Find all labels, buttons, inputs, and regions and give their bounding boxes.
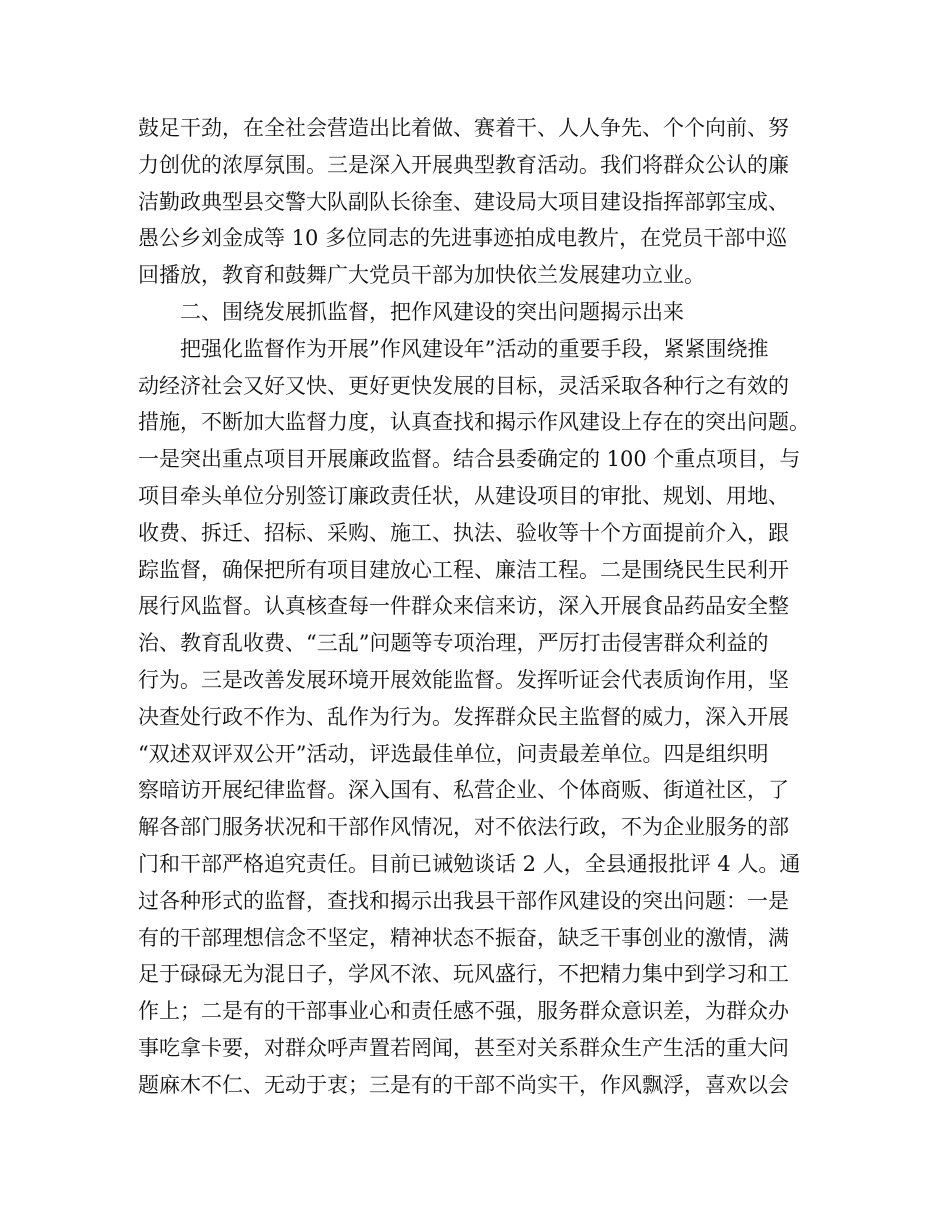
text-line: 题麻木不仁、无动于衷；三是有的干部不尚实干，作风飘浮，喜欢以会 <box>138 1072 789 1097</box>
text-line: 洁勤政典型县交警大队副队长徐奎、建设局大项目建设指挥部郭宝成、 <box>138 189 789 214</box>
text-line: 解各部门服务状况和干部作风情况，对不依法行政，不为企业服务的部 <box>138 815 789 840</box>
text-line: 作上；二是有的干部事业心和责任感不强，服务群众意识差，为群众办 <box>138 999 789 1024</box>
text-line: 动经济社会又好又快、更好更快发展的目标，灵活采取各种行之有效的 <box>138 373 789 398</box>
text-line: 一是突出重点项目开展廉政监督。结合县委确定的 100 个重点项目，与 <box>138 447 801 472</box>
text-line: 回播放，教育和鼓舞广大党员干部为加快依兰发展建功立业。 <box>138 263 705 288</box>
text-line: 决查处行政不作为、乱作为行为。发挥群众民主监督的威力，深入开展 <box>138 704 789 729</box>
text-line: 措施，不断加大监督力度，认真查找和揭示作风建设上存在的突出问题。 <box>138 410 810 435</box>
paragraph-first-line: 把强化监督作为开展”作风建设年”活动的重要手段，紧紧围绕推 <box>180 336 769 361</box>
text-line: 力创优的浓厚氛围。三是深入开展典型教育活动。我们将群众公认的廉 <box>138 152 789 177</box>
text-line: 事吃拿卡要，对群众呼声置若罔闻，甚至对关系群众生产生活的重大问 <box>138 1035 789 1060</box>
text-line: 足于碌碌无为混日子，学风不浓、玩风盛行，不把精力集中到学习和工 <box>138 962 789 987</box>
text-line: 鼓足干劲，在全社会营造出比着做、赛着干、人人争先、个个向前、努 <box>138 116 789 140</box>
text-line: 过各种形式的监督，查找和揭示出我县干部作风建设的突出问题：一是 <box>138 888 789 913</box>
text-line: 踪监督，确保把所有项目建放心工程、廉洁工程。二是围绕民生民利开 <box>138 557 789 582</box>
text-line: 门和干部严格追究责任。目前已诫勉谈话 2 人，全县通报批评 4 人。通 <box>138 851 801 876</box>
text-line: 收费、拆迁、招标、采购、施工、执法、验收等十个方面提前介入，跟 <box>138 520 789 545</box>
text-line: 愚公乡刘金成等 10 多位同志的先进事迹拍成电教片，在党员干部中巡 <box>138 226 788 251</box>
section-heading: 二、围绕发展抓监督，把作风建设的突出问题揭示出来 <box>180 299 684 324</box>
body-text <box>138 110 818 1104</box>
text-line: 行为。三是改善发展环境开展效能监督。发挥听证会代表质询作用，坚 <box>138 667 789 692</box>
text-line: “双述双评双公开”活动，评选最佳单位，问责最差单位。四是组织明 <box>138 741 769 766</box>
text-line: 治、教育乱收费、“三乱”问题等专项治理，严厉打击侵害群众利益的 <box>138 631 769 656</box>
text-line: 项目牵头单位分别签订廉政责任状，从建设项目的审批、规划、用地、 <box>138 483 789 508</box>
text-line: 展行风监督。认真核查每一件群众来信来访，深入开展食品药品安全整 <box>138 594 789 619</box>
text-line: 有的干部理想信念不坚定，精神状态不振奋，缺乏干事创业的激情，满 <box>138 925 789 950</box>
text-line: 察暗访开展纪律监督。深入国有、私营企业、个体商贩、街道社区，了 <box>138 778 789 803</box>
